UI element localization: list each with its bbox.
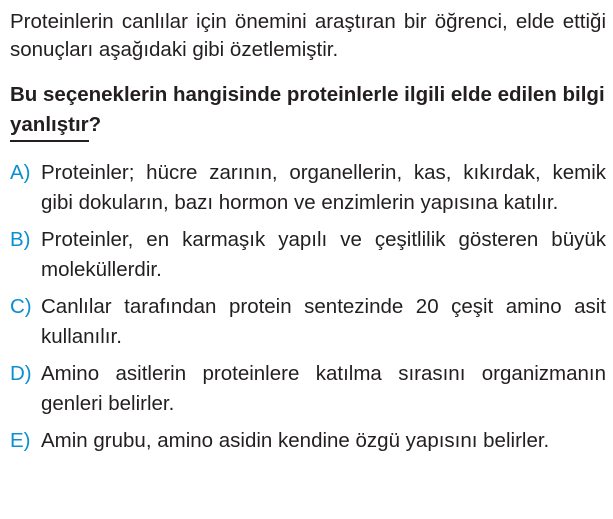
option-e[interactable] — [10, 426, 606, 456]
question-stem-suffix: ? — [88, 113, 102, 136]
question-card — [10, 8, 606, 463]
option-letter: D) — [10, 362, 32, 385]
option-text: Amin grubu, amino asidin kendine özgü yapısını belirler. — [41, 429, 550, 452]
option-a[interactable] — [10, 158, 606, 218]
option-c[interactable] — [10, 292, 606, 352]
question-intro: Proteinlerin canlılar için önemini araştıran bir öğrenci, elde ettiği sonuçları aşağıdaki gibi özetlemiştir. — [10, 10, 606, 61]
option-text: Proteinler, en karmaşık yapılı ve çeşitlilik gösteren büyük moleküllerdir. — [41, 228, 606, 281]
option-text: Amino asitlerin proteinlere katılma sırasını organizmanın genleri belirler. — [41, 362, 606, 415]
option-letter: E) — [10, 429, 31, 452]
question-emphasis-underlined: yanlıştır — [10, 112, 89, 142]
option-text: Proteinler; hücre zarının, organellerin, kas, kıkırdak, kemik gibi dokuların, bazı hormon ve enzimlerin yapısına katılır. — [41, 161, 606, 214]
option-text: Canlılar tarafından protein sentezinde 20 çeşit amino asit kullanılır. — [41, 295, 606, 348]
option-letter: C) — [10, 295, 32, 318]
question-stem — [10, 80, 606, 142]
answer-options — [10, 158, 606, 456]
option-d[interactable] — [10, 359, 606, 419]
option-letter: A) — [10, 161, 31, 184]
option-letter: B) — [10, 228, 31, 251]
question-stem-prefix: Bu seçeneklerin hangisinde proteinlerle ilgili elde edilen bilgi — [10, 83, 605, 106]
option-b[interactable] — [10, 225, 606, 285]
